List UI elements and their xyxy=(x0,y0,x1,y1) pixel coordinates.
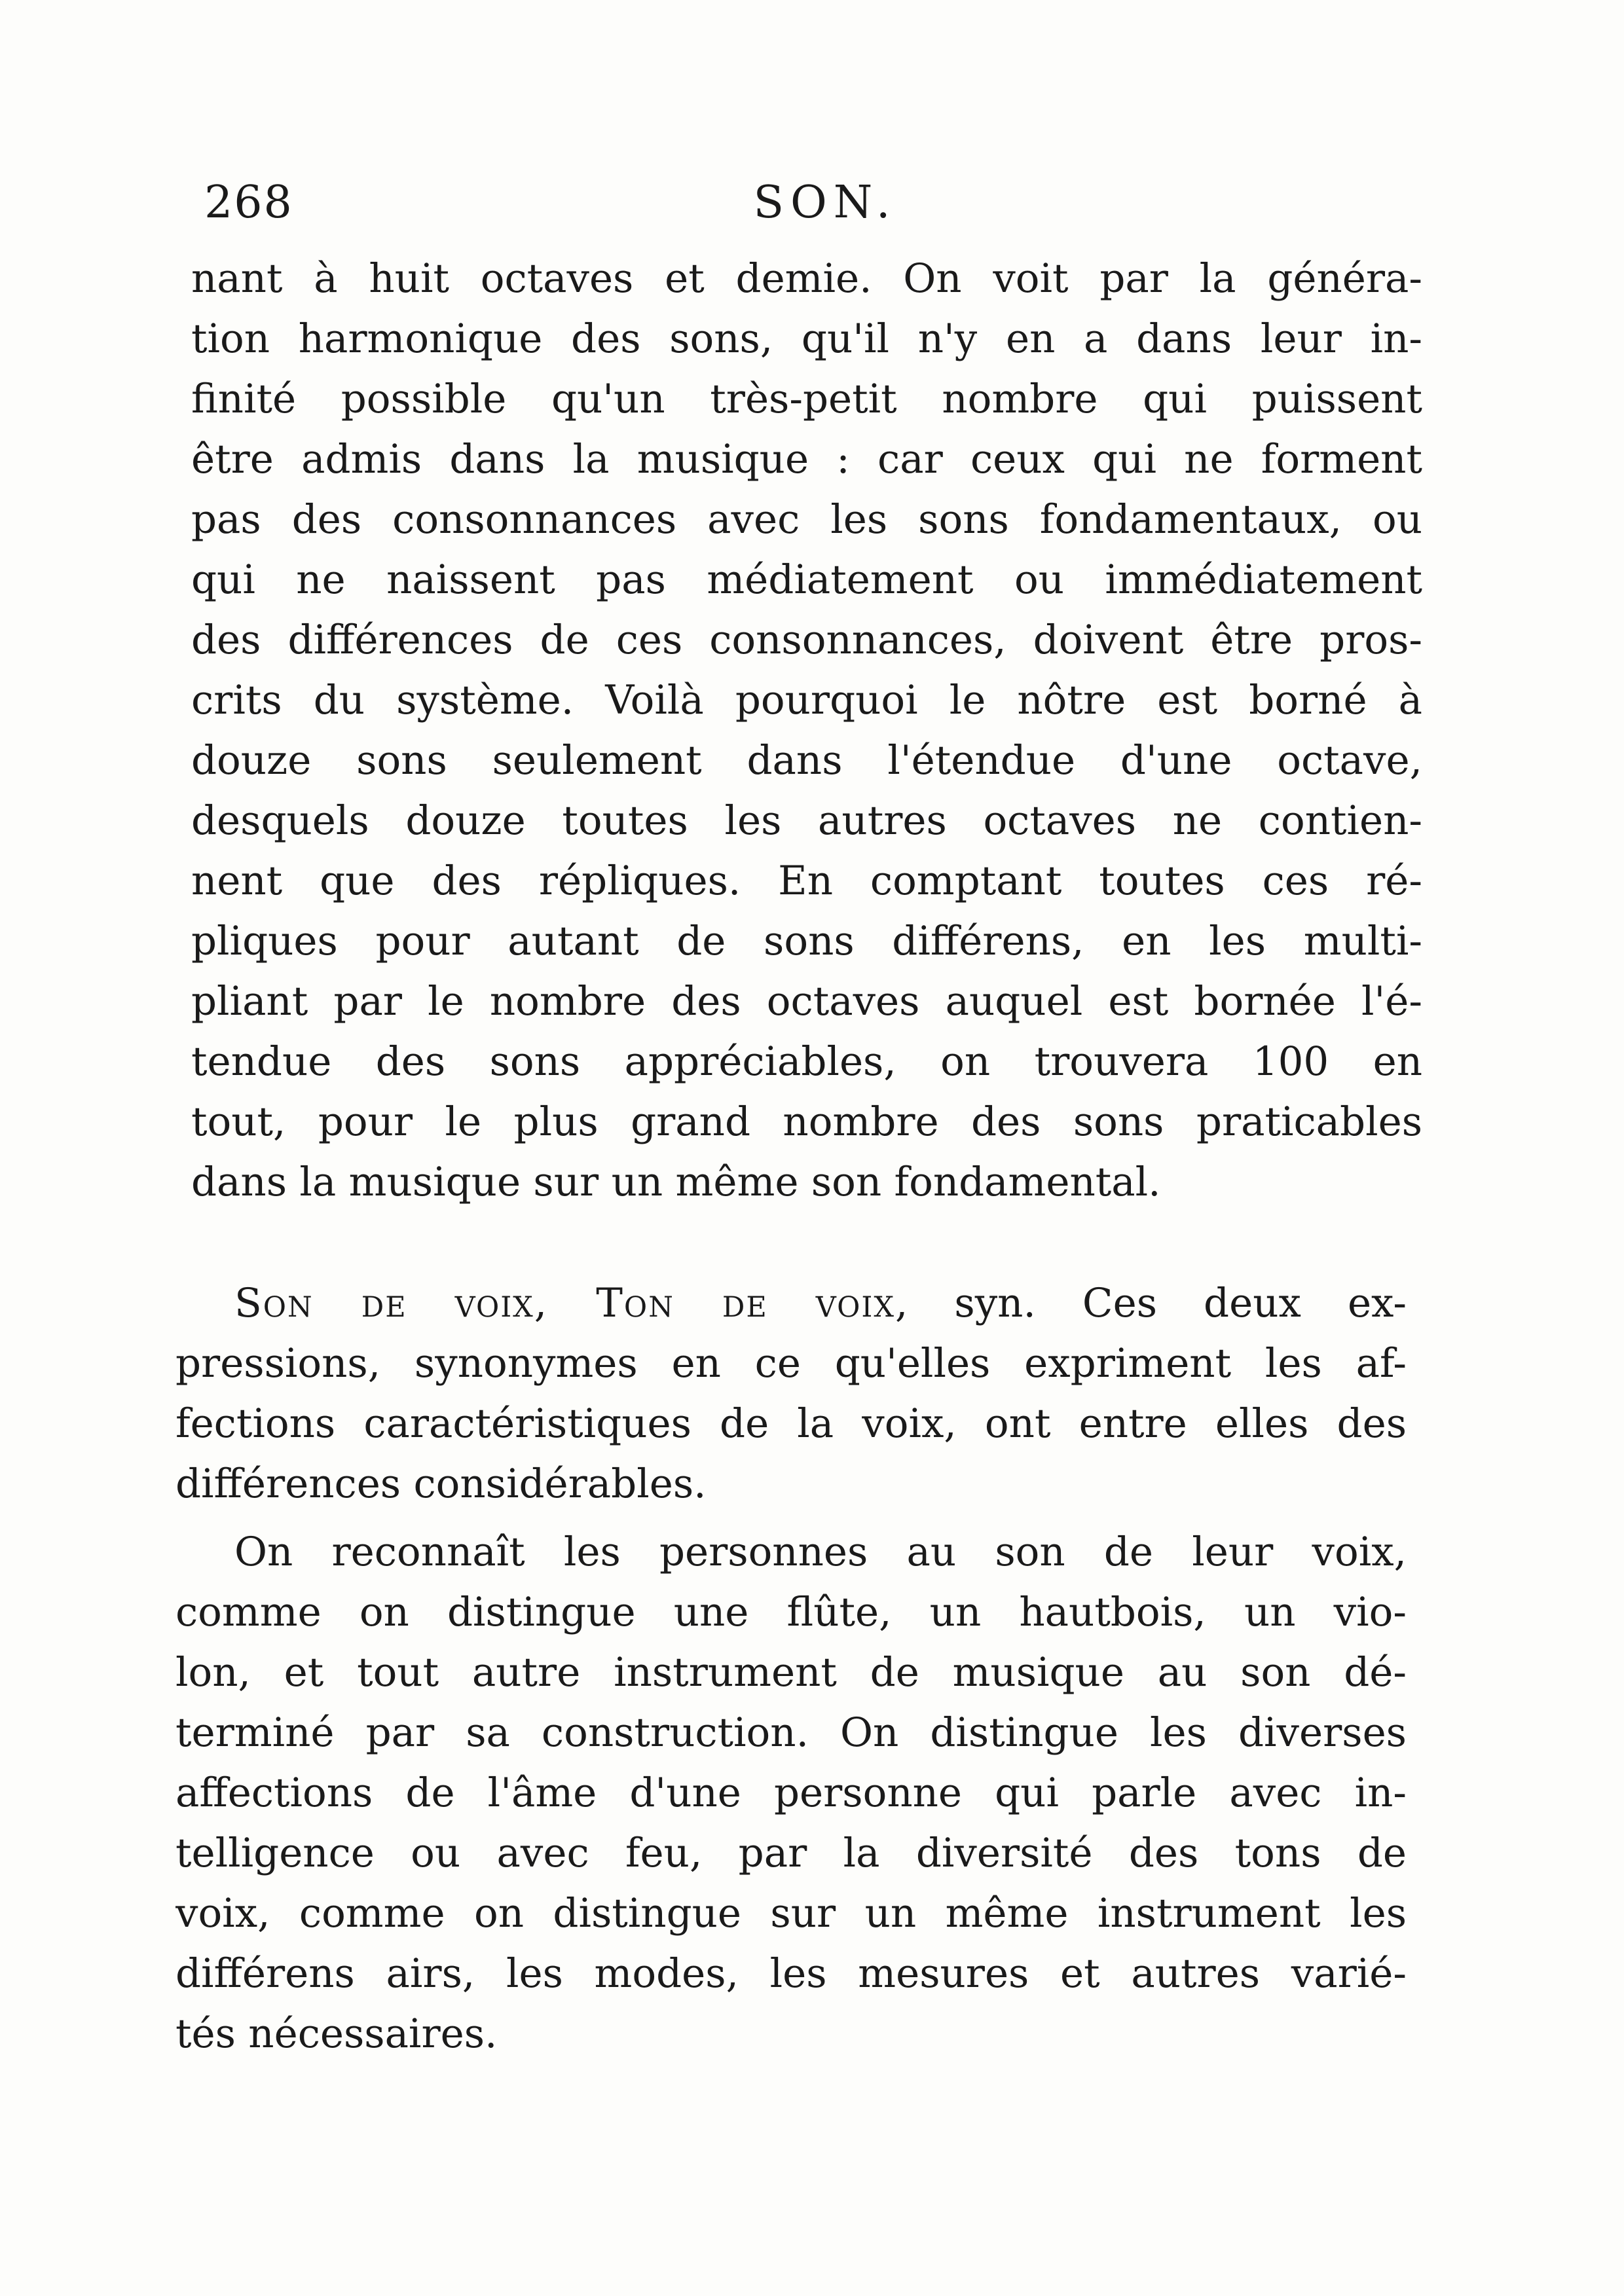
text-line: tion harmonique des sons, qu'il n'y en a dans leur in- xyxy=(191,316,1422,362)
text-line: différens airs, les modes, les mesures et autres varié- xyxy=(175,1950,1407,1997)
entry-heading-line xyxy=(175,1273,1407,1334)
entry-heading: Son de voix, Ton de voix xyxy=(234,1280,895,1326)
text-line: On reconnaît les personnes au son de leur voix, xyxy=(234,1529,1407,1575)
text-line: terminé par sa construction. On distingue les diverses xyxy=(175,1709,1407,1756)
text-line: desquels douze toutes les autres octaves ne contien- xyxy=(191,797,1422,844)
text-line: douze sons seulement dans l'étendue d'une octave, xyxy=(191,737,1422,784)
text-line: pliques pour autant de sons différens, en les multi- xyxy=(191,918,1422,964)
text-line: tendue des sons appréciables, on trouvera 100 en xyxy=(191,1038,1422,1085)
paragraph-1 xyxy=(191,249,1422,1212)
text-line: nent que des répliques. En comptant toutes ces ré- xyxy=(191,858,1422,904)
entry-heading-suffix: , syn. xyxy=(895,1280,1036,1326)
text-line: pas des consonnances avec les sons fondamentaux, ou xyxy=(191,496,1422,543)
text-line: pressions, synonymes en ce qu'elles expriment les af- xyxy=(175,1340,1407,1387)
paragraph-2-entry xyxy=(175,1273,1407,1514)
text-line: tout, pour le plus grand nombre des sons praticables xyxy=(191,1099,1422,1145)
text-line: finité possible qu'un très-petit nombre qui puissent xyxy=(191,376,1422,422)
text-line: telligence ou avec feu, par la diversité des tons de xyxy=(175,1830,1407,1876)
running-title: SON. xyxy=(753,177,897,228)
text-line: nant à huit octaves et demie. On voit par la généra- xyxy=(191,255,1422,302)
text-line: affections de l'âme d'une personne qui parle avec in- xyxy=(175,1770,1407,1816)
text-line: lon, et tout autre instrument de musique au son dé- xyxy=(175,1649,1407,1696)
text-line: comme on distingue une flûte, un hautbois, un vio- xyxy=(175,1589,1407,1635)
entry-first-line-rest: Ces deux ex- xyxy=(1035,1280,1407,1326)
text-line: des différences de ces consonnances, doivent être pros- xyxy=(191,617,1422,663)
text-line: qui ne naissent pas médiatement ou immédiatement xyxy=(191,556,1422,603)
text-line: crits du système. Voilà pourquoi le nôtre est borné à xyxy=(191,677,1422,723)
running-head xyxy=(196,167,1428,239)
text-line: être admis dans la musique : car ceux qui ne forment xyxy=(191,436,1422,483)
text-line: voix, comme on distingue sur un même instrument les xyxy=(175,1890,1407,1937)
paragraph-3 xyxy=(175,1522,1407,2064)
text-line: différences considérables. xyxy=(175,1461,707,1507)
page-number: 268 xyxy=(204,177,293,228)
text-line: dans la musique sur un même son fondamental. xyxy=(191,1159,1161,1205)
text-line: tés nécessaires. xyxy=(175,2011,498,2057)
text-line: pliant par le nombre des octaves auquel est bornée l'é- xyxy=(191,978,1422,1025)
text-line: fections caractéristiques de la voix, ont entre elles des xyxy=(175,1400,1407,1447)
